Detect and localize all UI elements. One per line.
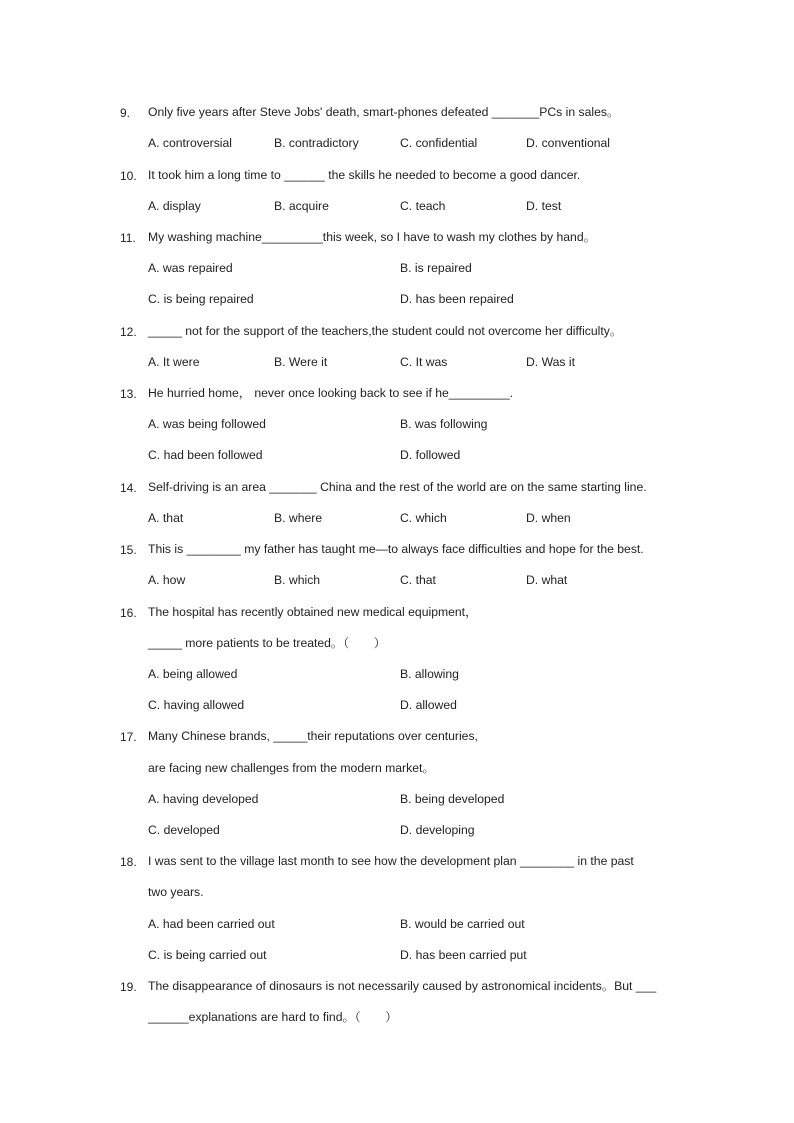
option-a: A. It were [148, 355, 200, 369]
question-text-continued: _____ more patients to be treated。（ ） [148, 636, 386, 650]
question-number: 14. [120, 481, 137, 495]
option-d: D. developing [400, 823, 475, 837]
question-number: 11. [120, 231, 136, 245]
option-c: C. teach [400, 199, 446, 213]
question-number: 10. [120, 169, 137, 183]
question-text: The disappearance of dinosaurs is not necessarily caused by astronomical incidents。But ___ [148, 979, 657, 993]
question-text: The hospital has recently obtained new medical equipment， [148, 605, 478, 619]
question-text: It took him a long time to ______ the skills he needed to become a good dancer. [148, 168, 581, 182]
option-c: C. which [400, 511, 447, 525]
option-a: A. how [148, 573, 186, 587]
question-number: 15. [120, 543, 137, 557]
option-a: A. that [148, 511, 184, 525]
option-d: D. Was it [526, 355, 575, 369]
option-d: D. has been repaired [400, 292, 514, 306]
question-number: 12. [120, 325, 137, 339]
option-d: D. followed [400, 448, 461, 462]
option-c: C. had been followed [148, 448, 263, 462]
option-c: C. confidential [400, 136, 478, 150]
question-text: Self-driving is an area _______ China and the rest of the world are on the same starting line. [148, 480, 647, 494]
option-c: C. It was [400, 355, 448, 369]
option-b: B. contradictory [274, 136, 359, 150]
question-number: 16. [120, 606, 137, 620]
option-d: D. conventional [526, 136, 611, 150]
option-a: A. was repaired [148, 261, 233, 275]
option-b: B. allowing [400, 667, 459, 681]
question-text: I was sent to the village last month to see how the development plan ________ in the past [148, 854, 634, 868]
question-number: 18. [120, 855, 137, 869]
option-a: A. display [148, 199, 201, 213]
option-b: B. is repaired [400, 261, 472, 275]
question-number: 17. [120, 730, 137, 744]
option-c: C. is being carried out [148, 948, 267, 962]
option-a: A. having developed [148, 792, 259, 806]
option-d: D. what [526, 573, 568, 587]
question-text: _____ not for the support of the teachers,the student could not overcome her difficulty。 [148, 324, 623, 338]
question-text: He hurried home， never once looking back to see if he_________. [148, 386, 514, 400]
question-number: 13. [120, 387, 137, 401]
option-b: B. Were it [274, 355, 328, 369]
option-c: C. is being repaired [148, 292, 254, 306]
option-d: D. when [526, 511, 571, 525]
option-d: D. has been carried put [400, 948, 527, 962]
option-a: A. was being followed [148, 417, 266, 431]
option-b: B. which [274, 573, 321, 587]
option-c: C. developed [148, 823, 220, 837]
question-number: 19. [120, 980, 137, 994]
option-d: D. allowed [400, 698, 457, 712]
option-a: A. being allowed [148, 667, 238, 681]
question-text-continued: ______explanations are hard to find。（ ） [148, 1010, 398, 1024]
question-text-continued: two years. [148, 885, 204, 899]
option-a: A. controversial [148, 136, 232, 150]
option-b: B. being developed [400, 792, 505, 806]
question-number: 9. [120, 106, 131, 120]
question-text: This is ________ my father has taught me—to always face difficulties and hope for the best. [148, 542, 644, 556]
option-c: C. that [400, 573, 436, 587]
question-text: My washing machine_________this week, so I have to wash my clothes by hand。 [148, 230, 596, 244]
option-a: A. had been carried out [148, 917, 275, 931]
option-d: D. test [526, 199, 562, 213]
question-text: Many Chinese brands, _____their reputations over centuries, [148, 729, 478, 743]
option-b: B. acquire [274, 199, 329, 213]
option-c: C. having allowed [148, 698, 245, 712]
question-text: Only five years after Steve Jobs' death, smart-phones defeated _______PCs in sales。 [148, 105, 620, 119]
question-text-continued: are facing new challenges from the modern market。 [148, 761, 435, 775]
option-b: B. where [274, 511, 323, 525]
option-b: B. was following [400, 417, 488, 431]
option-b: B. would be carried out [400, 917, 525, 931]
